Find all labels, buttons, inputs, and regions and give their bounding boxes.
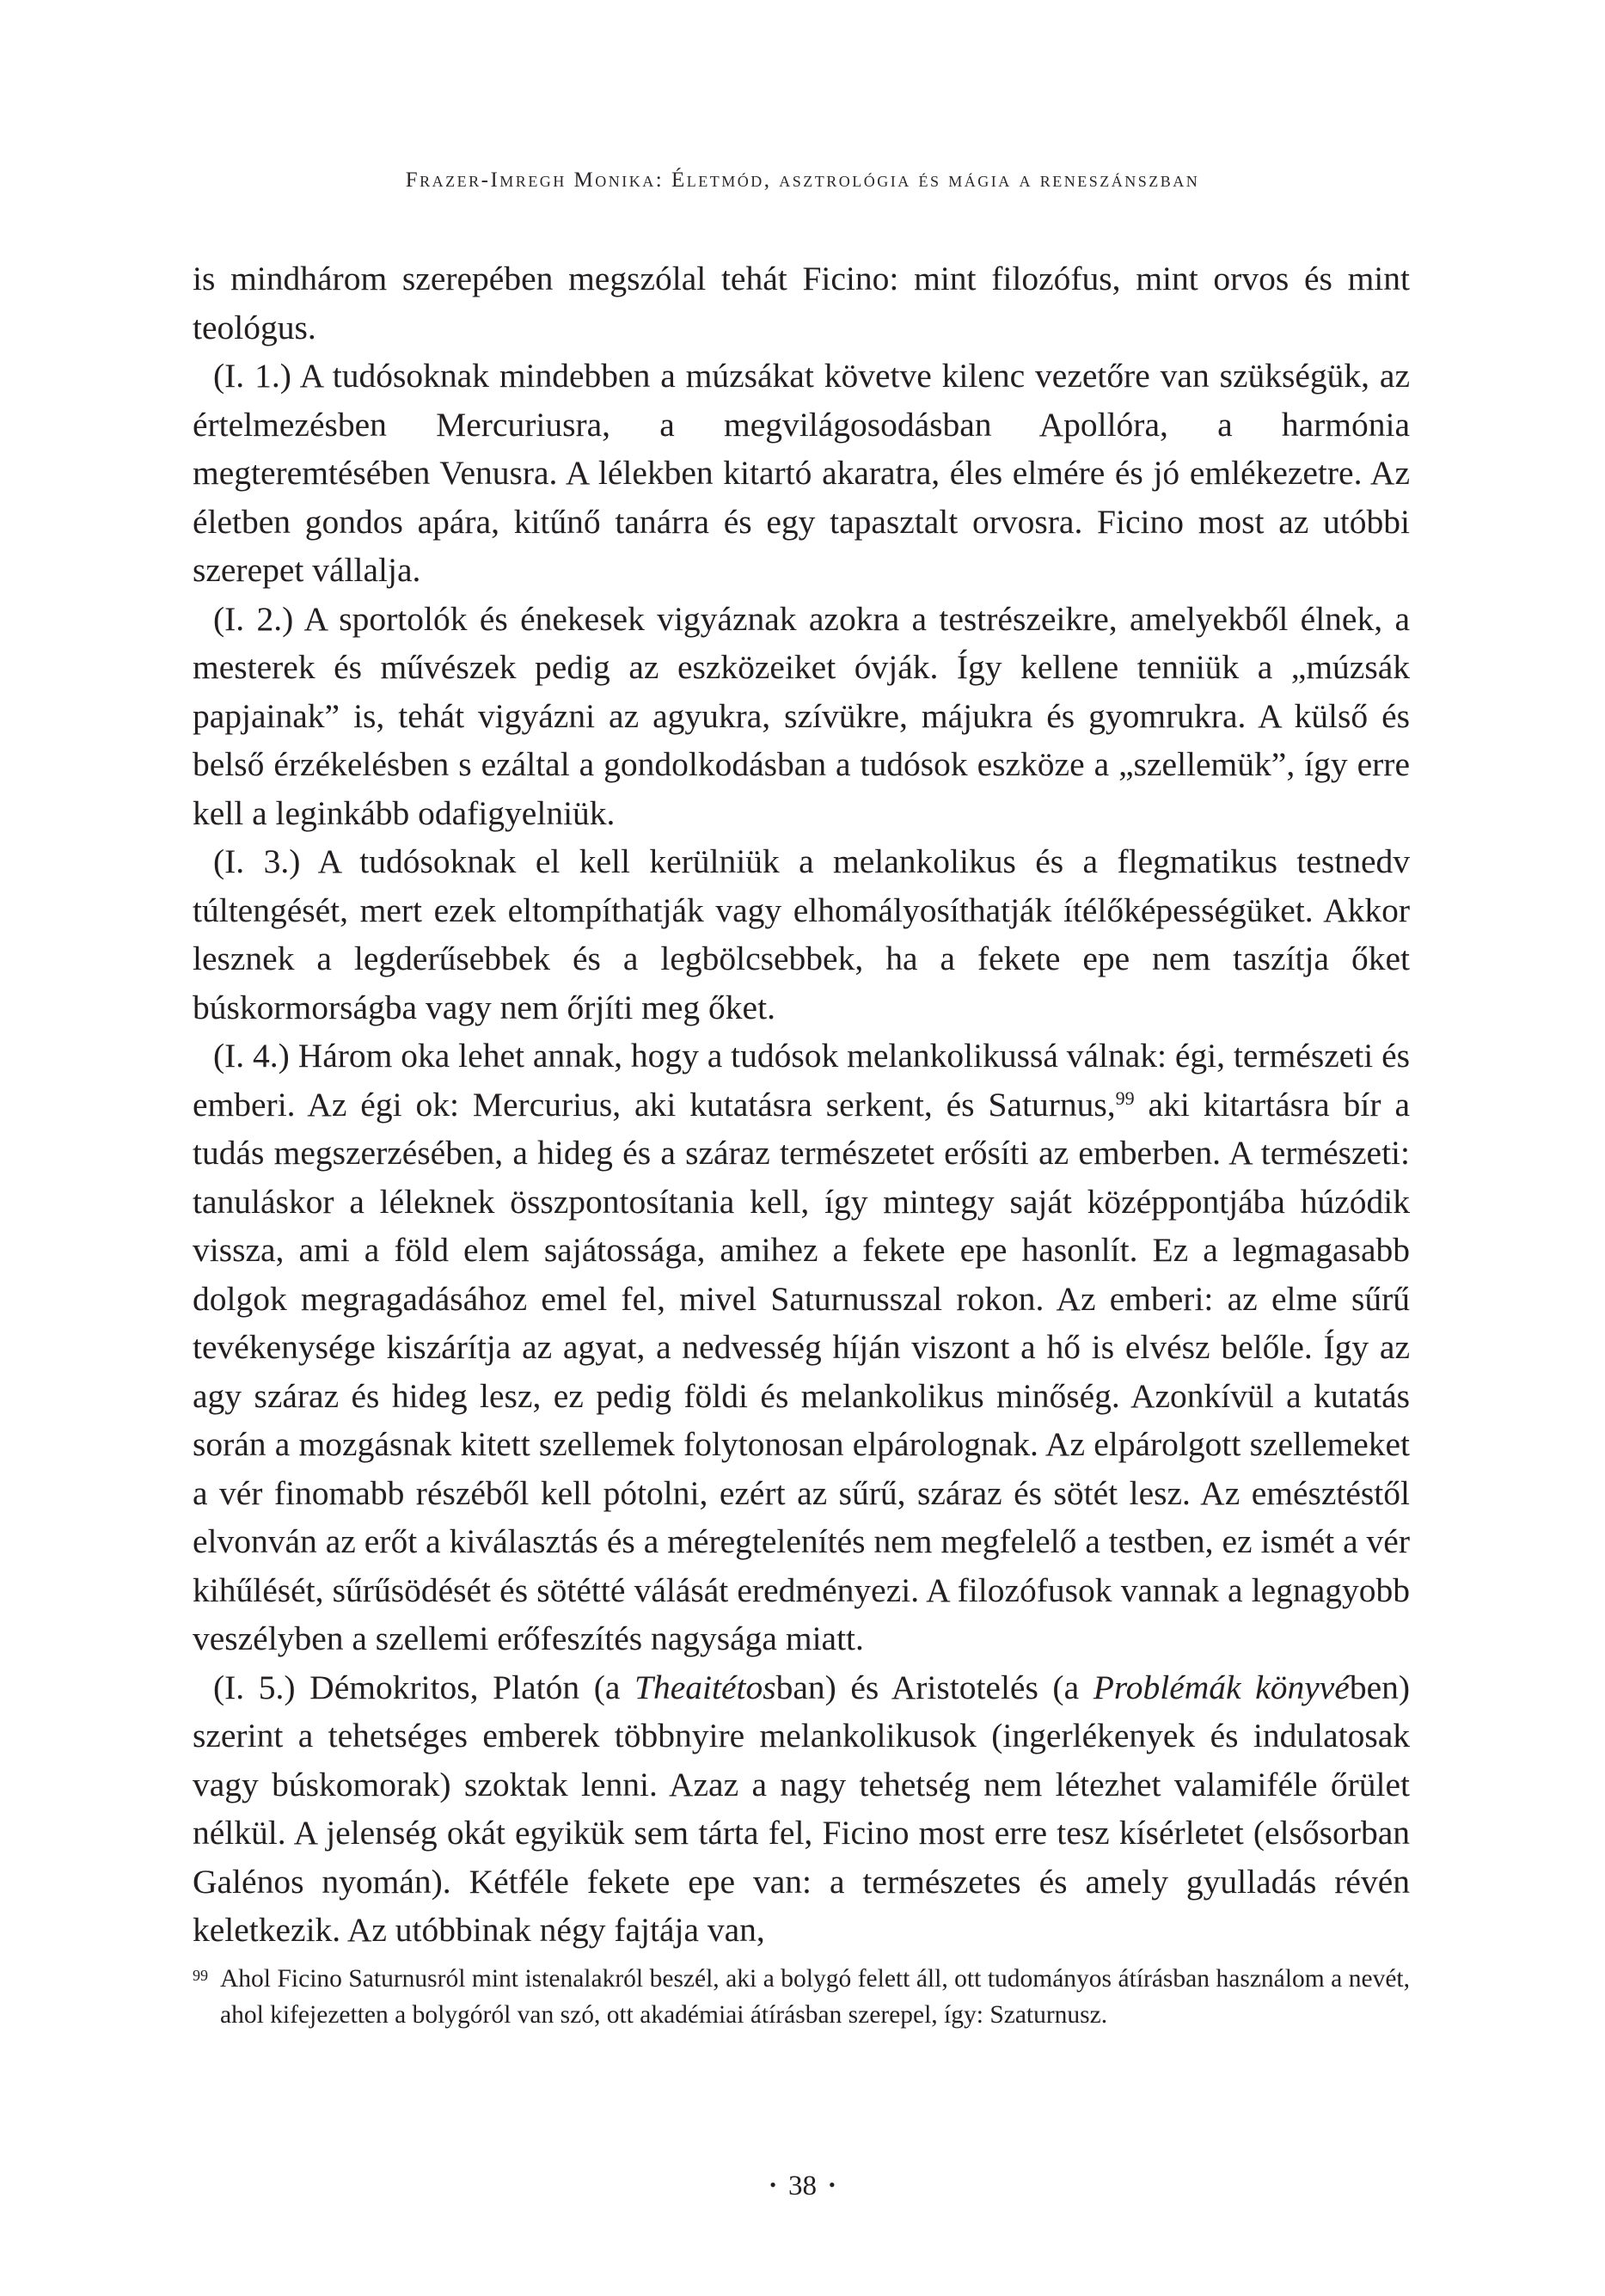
page-number-line bbox=[0, 2170, 1605, 2202]
paragraph-i-5-part3: ben) szerint a tehetséges emberek többnyire melankolikusok (ingerlékenyek és indulatosak vagy búskomorak) szoktak lenni. Azaz a nagy tehetség nem létezhet valamiféle őrület nélkül. A jelenség okát egyikük sem tárta fel, Ficino most erre tesz kísérletet (elsősorban Galénos nyomán). Kétféle fekete epe van: a természetes és amely gyulladás révén keletkezik. Az utóbbinak négy fajtája van, bbox=[193, 1668, 1411, 1949]
bullet-ornament-left: • bbox=[769, 2174, 776, 2195]
footnote-area bbox=[193, 1961, 1410, 2033]
paragraph-continuation: is mindhárom szerepében megszólal tehát Ficino: mint filozófus, mint orvos és mint teológus. bbox=[193, 260, 1410, 346]
footnote-text: Ahol Ficino Saturnusról mint istenalakról beszél, aki a bolygó felett áll, ott tudományos átírásban használom a nevét, ahol kifejezetten a bolygóról van szó, ott akadémiai átírásban szerepel, így: Szaturnusz. bbox=[220, 1965, 1410, 2029]
paragraph-i-3: (I. 3.) A tudósoknak el kell kerülniük a melankolikus és a flegmatikus testnedv túltengését, mert ezek eltompíthatják vagy elhomályosíthatják ítélőképességüket. Akkor lesznek a legderűsebbek és a legbölcsebbek, ha a fekete epe nem taszítja őket búskormorságba vagy nem őrjíti meg őket. bbox=[193, 842, 1410, 1026]
title-theaitetos: Theaitétos bbox=[634, 1668, 776, 1706]
paragraph-i-4-text-after: aki kitartásra bír a tudás megszerzésében, a hideg és a száraz természetet erősíti az emberben. A természeti: tanuláskor a léleknek összpontosítania kell, így mintegy saját középpontjába húzódik vissza, ami a föld elem sajátossága, amihez a fekete epe hasonlít. Ez a legmagasabb dolgok megragadásához emel fel, mivel Saturnusszal rokon. Az emberi: az elme sűrű tevékenysége kiszárítja az agyat, a nedvesség híján viszont a hő is elvész belőle. Így az agy száraz és hideg lesz, ez pedig földi és melankolikus minőség. Azonkívül a kutatás során a mozgásnak kitett szellemek folytonosan elpárolognak. Az elpárolgott szellemeket a vér finomabb részéből kell pótolni, ezért az sűrű, száraz és sötét lesz. Az emésztéstől elvonván az erőt a kiválasztás és a méregtelenítés nem megfelelő a testben, ez ismét a vér kihűlését, sűrűsödését és sötétté válását eredményezi. A filozófusok vannak a legnagyobb veszélyben a szellemi erőfeszítés nagysága miatt. bbox=[193, 1085, 1410, 1657]
paragraph-i-1: (I. 1.) A tudósoknak mindebben a múzsákat követve kilenc vezetőre van szükségük, az értelmezésben Mercuriusra, a megvilágosodásban Apollóra, a harmónia megteremtésében Venusra. A lélekben kitartó akaratra, éles elmére és jó emlékezetre. Az életben gondos apára, kitűnő tanárra és egy tapasztalt orvosra. Ficino most az utóbbi szerepet vállalja. bbox=[193, 357, 1410, 589]
paragraph-i-5-part2: ban) és Aristotelés (a bbox=[775, 1668, 1093, 1706]
paragraph-i-2: (I. 2.) A sportolók és énekesek vigyáznak azokra a testrészeikre, amelyekből élnek, a mesterek és művészek pedig az eszközeiket óvják. Így kellene tenniük a „múzsák papjainak” is, tehát vigyázni az agyukra, szívükre, májukra és gyomrukra. A külső és belső érzékelésben s ezáltal a gondolkodásban a tudósok eszköze a „szellemük”, így erre kell a leginkább odafigyelniük. bbox=[193, 599, 1410, 832]
paragraph-i-4-text-before: (I. 4.) Három oka lehet annak, hogy a tudósok melankolikussá válnak: égi, természeti és emberi. Az égi ok: Mercurius, aki kutatásra serkent, és Saturnus, bbox=[193, 1037, 1410, 1124]
title-problemak-konyve: Problémák könyvé bbox=[1093, 1668, 1350, 1706]
paragraph-i-5 bbox=[193, 1663, 1410, 1955]
paragraph-i-5-part1: (I. 5.) Démokritos, Platón (a bbox=[213, 1668, 634, 1706]
paragraph-i-4 bbox=[193, 1032, 1410, 1663]
bullet-ornament-right: • bbox=[829, 2174, 836, 2195]
main-text bbox=[193, 254, 1410, 1955]
footnote-reference[interactable]: 99 bbox=[1115, 1087, 1135, 1110]
running-head: Frazer-Imregh Monika: Életmód, asztrológia és mágia a reneszánszban bbox=[405, 168, 1200, 192]
footnote-number: 99 bbox=[193, 1967, 208, 1984]
page-number: 38 bbox=[788, 2170, 817, 2201]
